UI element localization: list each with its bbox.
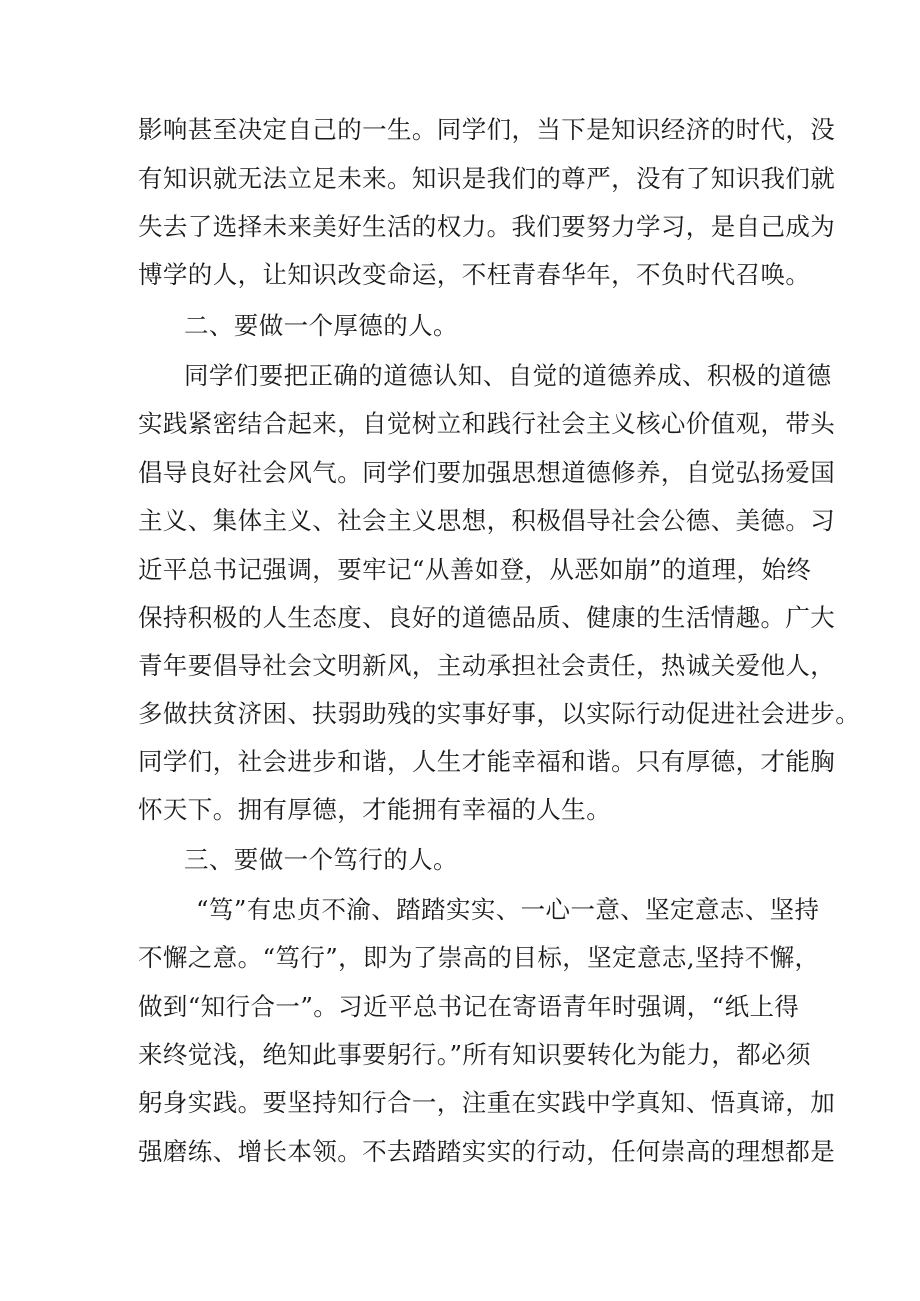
paragraph-line: 博学的人，让知识改变命运，不枉青春华年，不负时代召唤。 [138,260,811,289]
paragraph-line: “笃”有忠贞不渝、踏踏实实、一心一意、坚定意志、坚持 [196,895,820,924]
paragraph-line: 倡导良好社会风气。同学们要加强思想道德修养，自觉弘扬爱国 [138,458,836,487]
paragraph-line: 来终觉浅，绝知此事要躬行。”所有知识要转化为能力，都必须 [138,1040,811,1069]
paragraph-line: 多做扶贫济困、扶弱助残的实事好事，以实际行动促进社会进步。 [138,699,861,728]
paragraph-line: 青年要倡导社会文明新风，主动承担社会责任，热诚关爱他人， [138,651,836,680]
paragraph-line: 同学们要把正确的道德认知、自觉的道德养成、积极的道德 [184,361,832,390]
paragraph-line: 主义、集体主义、社会主义思想，积极倡导社会公德、美德。习 [138,506,836,535]
paragraph-line: 躬身实践。要坚持知行合一，注重在实践中学真知、悟真谛，加 [138,1088,836,1117]
paragraph-line: 实践紧密结合起来，自觉树立和践行社会主义核心价值观，带头 [138,409,836,438]
paragraph-line: 保持积极的人生态度、良好的道德品质、健康的生活情趣。广大 [138,603,836,632]
section-heading: 三、要做一个笃行的人。 [184,845,458,874]
section-heading: 二、要做一个厚德的人。 [184,311,458,340]
paragraph-line: 做到“知行合一”。习近平总书记在寄语青年时强调，“纸上得 [138,992,800,1021]
paragraph-line: 失去了选择未来美好生活的权力。我们要努力学习，是自己成为 [138,212,836,241]
paragraph-line: 影响甚至决定自己的一生。同学们，当下是知识经济的时代，没 [138,115,836,144]
paragraph-line: 近平总书记强调，要牢记“从善如登，从恶如崩”的道理，始终 [138,555,812,584]
paragraph-line: 有知识就无法立足未来。知识是我们的尊严，没有了知识我们就 [138,164,836,193]
paragraph-line: 怀天下。拥有厚德，才能拥有幸福的人生。 [138,795,612,824]
paragraph-line: 同学们，社会进步和谐，人生才能幸福和谐。只有厚德，才能胸 [138,747,836,776]
paragraph-line: 强磨练、增长本领。不去踏踏实实的行动，任何崇高的理想都是 [138,1137,836,1166]
paragraph-line: 不懈之意。“笃行”，即为了崇高的目标，坚定意志,坚持不懈， [138,943,820,972]
